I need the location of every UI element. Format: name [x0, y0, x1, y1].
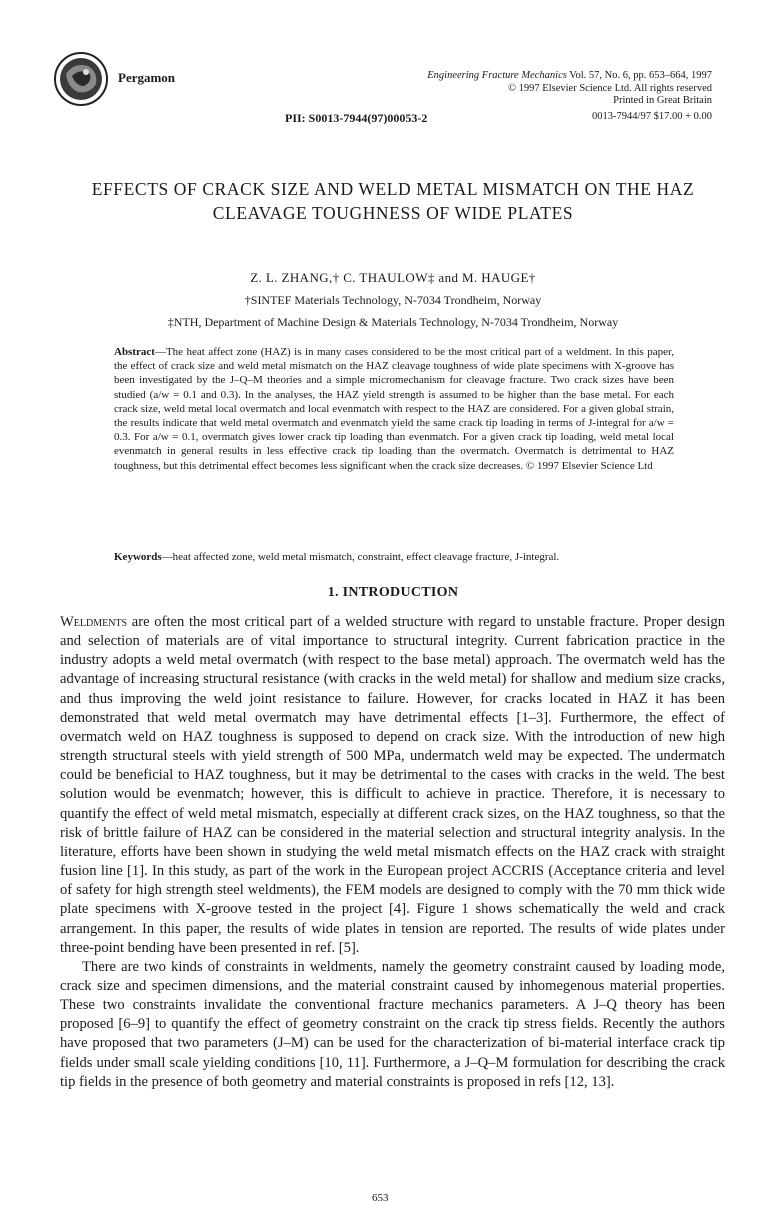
- abstract-label: Abstract: [114, 346, 155, 358]
- paragraph-1-text: are often the most critical part of a welded structure with regard to unstable fracture. Proper design and selection of materials are of vital importance to structural integrity. Current fabrication practice in the industry adopts a weld metal overmatch (with respect to the base metal) approach. The overmatch weld has the advantage of increasing structural resistance (with cracks in the weld metal) for shallow and medium size cracks, and thus improving the weld joint resistance to failure. However, for cracks located in HAZ it has been demonstrated that weld metal overmatch may have detrimental effects [1–3]. Furthermore, the effect of overmatch weld on HAZ toughness is supposed to depend on crack size. With the introduction of new high strength structural steels with yield strength of 500 MPa, undermatch weld may be expected. The undermatch could be beneficial to HAZ toughness, but it may be detrimental to the cases with cracks in the weld. The best solution would be evenmatch; however, this is difficult to achieve in practice. Therefore, it is necessary to quantify the effect of weld metal mismatch, especially at different crack sizes, on the HAZ toughness, so that the risk of brittle failure of HAZ can be considered in the material selection and structural integrity analysis. In the literature, efforts have been shown in studying the weld metal mismatch effects on the HAZ crack with straight fusion line [1]. In this study, as part of the work in the European project ACCRIS (Acceptance criteria and level of safety for high strength steel weldments), the FEM models are designed to comply with the 70 mm thick wide plate specimens with X-groove tested in the project [4]. Figure 1 shows schematically the weld and crack arrangement. In this paper, the results of wide plates in tension are reported. The results of wide plates under three-point bending have been presented in ref. [5].: [60, 614, 725, 956]
- section-heading: 1. INTRODUCTION: [327, 585, 459, 600]
- paragraph-lead: Weldments: [60, 614, 128, 630]
- paragraph-2: There are two kinds of constraints in weldments, namely the geometry constraint caused by loading mode, crack size and specimen dimensions, and the material constraint caused by inhomegenous material properties. These two constraints invalidate the conventional fracture mechanics parameters. A J–Q theory has been proposed [6–9] to quantify the effect of geometry constraint on the crack tip stress fields. Recently the authors have proposed that two parameters (J–M) can be used for the characterization of bi-material interface crack tip fields under small scale yielding conditions [10, 11]. Furthermore, a J–Q–M formulation for describing the crack tip fields in the presence of both geometry and material constraints is proposed in refs [12, 13].: [60, 958, 725, 1090]
- printed-line: Printed in Great Britain: [613, 95, 712, 106]
- keywords: [114, 551, 674, 563]
- paper-title: EFFECTS OF CRACK SIZE AND WELD METAL MISMATCH ON THE HAZ CLEAVAGE TOUGHNESS OF WIDE PLATES: [91, 179, 695, 223]
- abstract-text: —The heat affect zone (HAZ) is in many cases considered to be the most critical part of a weldment. In this paper, the effect of crack size and weld metal mismatch on the HAZ cleavage toughness of wide plate specimens with X-groove has been investigated by the J–Q–M theories and a simple micromechanism for cleavage fracture. Two crack sizes have been studied (a/w = 0.1 and 0.3). In the analyses, the HAZ yield strength is assumed to be higher than the base metal. For each crack size, weld metal local overmatch and local evenmatch with respect to the HAZ are considered. For a given global strain, the results indicate that weld metal overmatch and evenmatch yield the same crack tip loading in terms of J-integral for a/w = 0.3. For a/w = 0.1, overmatch gives lower crack tip loading than evenmatch. For a given crack tip loading, weld metal local evenmatch in general results in less effective crack tip loading than the overmatch. Overmatch is detrimental to HAZ toughness, but this detrimental effect becomes less significant when the crack size decreases. © 1997 Elsevier Science Ltd: [114, 346, 674, 472]
- body-text: [60, 613, 725, 1092]
- journal-issue: Vol. 57, No. 6, pp. 653–664, 1997: [566, 70, 712, 81]
- paragraph-1: [60, 613, 725, 958]
- page-number: 653: [372, 1192, 389, 1204]
- journal-name: Engineering Fracture Mechanics: [427, 70, 567, 81]
- keywords-label: Keywords: [114, 551, 162, 563]
- affiliation-2: ‡NTH, Department of Machine Design & Materials Technology, N-7034 Trondheim, Norway: [167, 315, 619, 329]
- affiliation-1: †SINTEF Materials Technology, N-7034 Trondheim, Norway: [244, 293, 542, 307]
- keywords-text: —heat affected zone, weld metal mismatch, constraint, effect cleavage fracture, J-integral.: [161, 551, 560, 563]
- copyright-line: © 1997 Elsevier Science Ltd. All rights reserved: [508, 82, 712, 94]
- journal-info: [352, 70, 712, 108]
- issn-price: 0013-7944/97 $17.00 + 0.00: [592, 111, 712, 122]
- author-list: Z. L. ZHANG,† C. THAULOW‡ and M. HAUGE†: [250, 270, 536, 285]
- pii-identifier: PII: S0013-7944(97)00053-2: [285, 111, 428, 125]
- abstract: [114, 345, 674, 473]
- pergamon-logo-icon: [52, 50, 110, 108]
- publisher-name: Pergamon: [118, 70, 176, 85]
